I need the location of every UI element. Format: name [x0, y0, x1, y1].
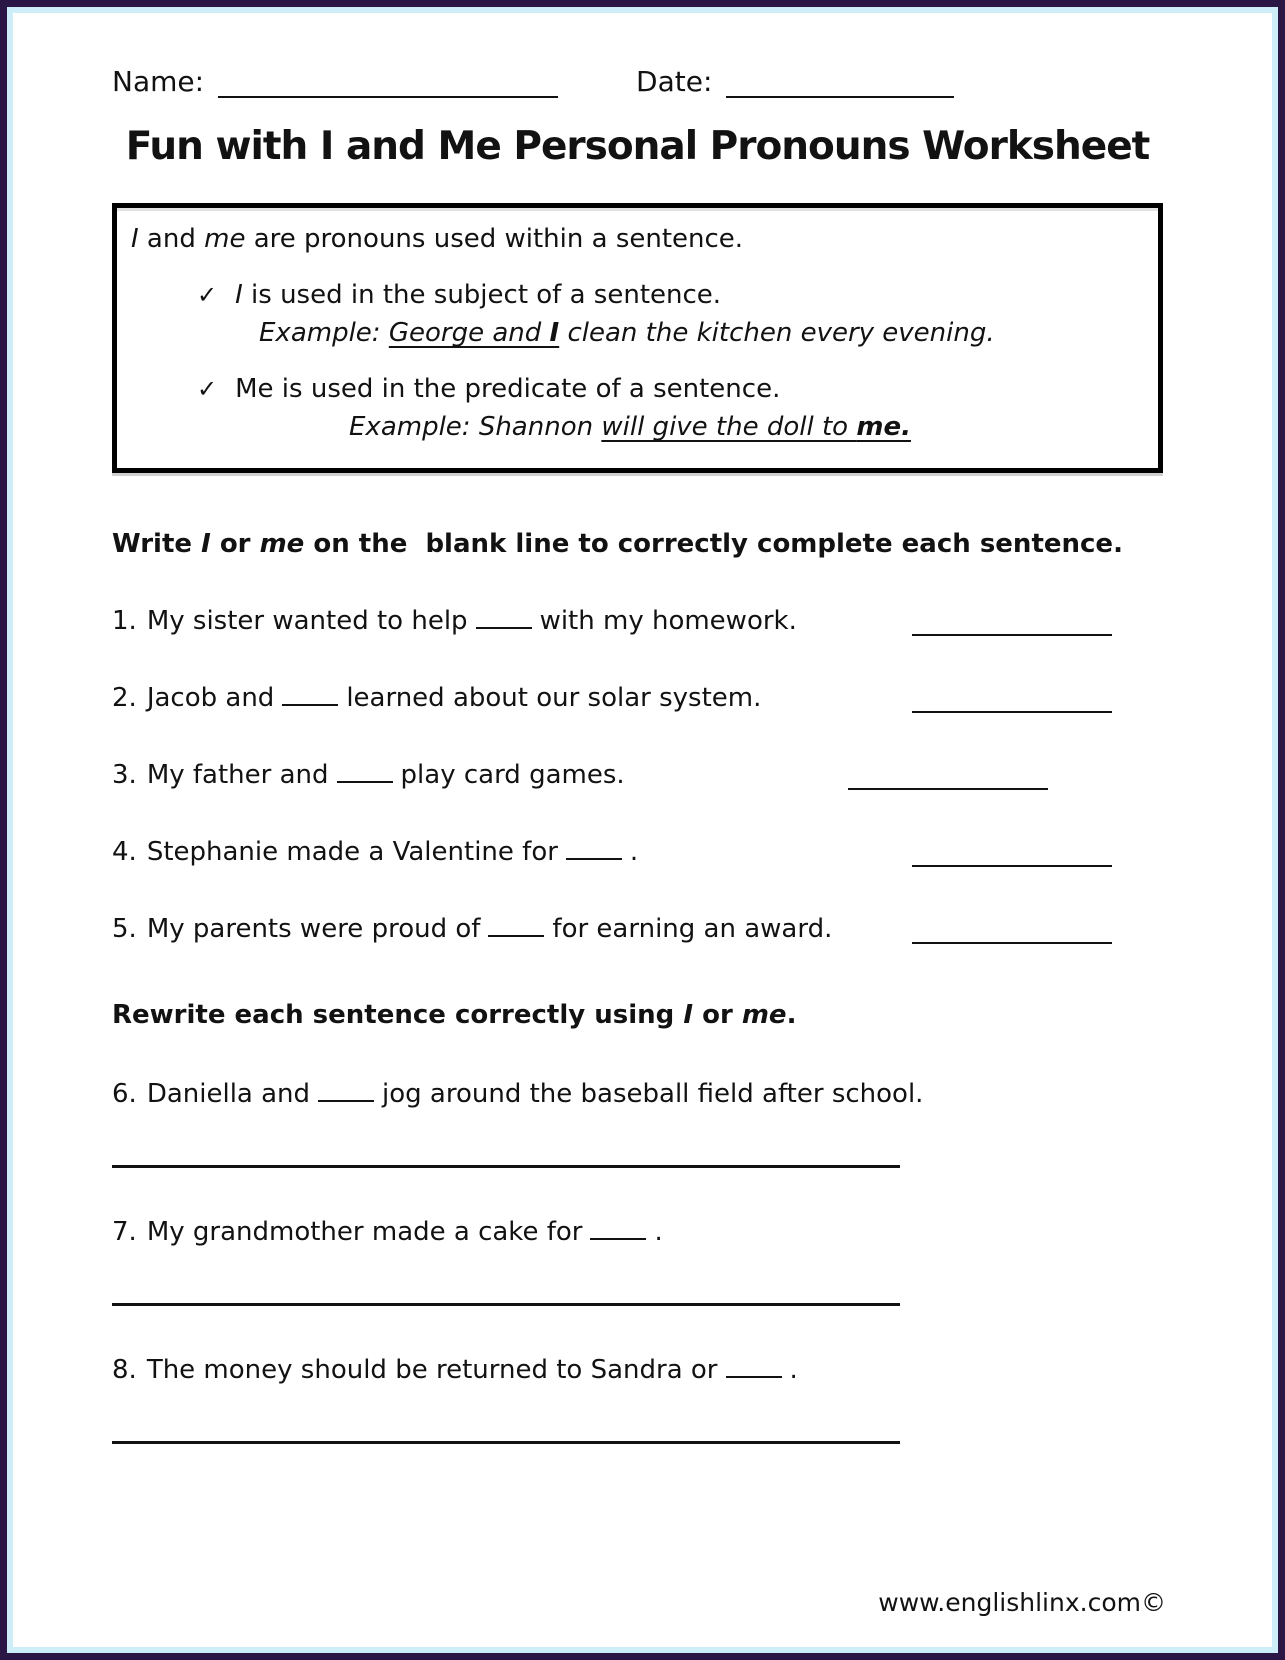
- answer-blank-line: [912, 918, 1112, 944]
- answer-blank-line: [912, 687, 1112, 713]
- rule-i-text: is used in the subject of a sentence.: [242, 280, 722, 310]
- question-number: 7.: [112, 1217, 137, 1247]
- inline-blank-line: [337, 757, 393, 783]
- checkmark-icon: ✓: [197, 281, 218, 309]
- name-label: Name:: [112, 65, 205, 98]
- sentence-pre: My parents were proud of: [146, 914, 481, 944]
- example-label: Example:: [259, 318, 389, 348]
- sentence-post: .: [654, 1217, 663, 1247]
- sentence-post: for earning an award.: [552, 914, 833, 944]
- question-sentence: [112, 603, 813, 636]
- example-plain: Shannon: [478, 412, 602, 442]
- rewrite-answer-line: [112, 1303, 900, 1306]
- example-underlined-bold: me.: [856, 412, 911, 442]
- question-row-6: [112, 1076, 1163, 1109]
- rule-i: [197, 280, 1140, 310]
- instruction-run-i: I: [201, 529, 211, 559]
- answer-blank-line: [848, 764, 1048, 790]
- example-underlined: will give the doll to: [601, 412, 857, 442]
- inline-blank-line: [318, 1076, 374, 1102]
- sentence-post: with my homework.: [539, 606, 797, 636]
- header-row: [112, 65, 1163, 98]
- inline-blank-line: [476, 603, 532, 629]
- date-field: [636, 65, 954, 98]
- sentence-pre: My grandmother made a cake for: [146, 1217, 583, 1247]
- instruction-run: on the blank line to correctly complete each sentence.: [304, 529, 1123, 559]
- instruction-run: or: [210, 529, 260, 559]
- question-number: 8.: [112, 1355, 137, 1385]
- inline-blank-line: [726, 1352, 782, 1378]
- name-blank-line: [218, 68, 558, 98]
- question-number: 3.: [112, 760, 137, 790]
- rewrite-answer-line: [112, 1441, 900, 1444]
- question-number: 1.: [112, 606, 137, 636]
- sentence-post: .: [629, 837, 639, 867]
- sentence-pre: My sister wanted to help: [146, 606, 468, 636]
- instruction-run: .: [786, 1000, 797, 1030]
- example-underlined: George and: [388, 318, 550, 348]
- sentence-pre: My father and: [146, 760, 329, 790]
- question-row-7: [112, 1214, 1163, 1247]
- rule-me-example: [349, 412, 1140, 442]
- page-title: Fun with I and Me Personal Pronouns Worksheet: [125, 124, 1150, 169]
- instruction-run-i: I: [683, 1000, 694, 1030]
- sentence-post: play card games.: [400, 760, 625, 790]
- instruction-run: Rewrite each sentence correctly using: [112, 1000, 684, 1030]
- sentence-post: .: [789, 1355, 798, 1385]
- date-blank-line: [726, 68, 954, 98]
- rule-me-text: is used in the predicate of a sentence.: [273, 374, 781, 404]
- question-sentence: [112, 757, 641, 790]
- sentence-pre: Jacob and: [146, 683, 275, 713]
- intro-run-me: me: [204, 224, 246, 254]
- inline-blank-line: [488, 911, 544, 937]
- question-row-2: [112, 680, 1112, 713]
- question-sentence: [112, 680, 777, 713]
- rules-intro: [131, 224, 1140, 254]
- example-underlined-bold: I: [549, 318, 560, 348]
- question-row-1: [112, 603, 1112, 636]
- question-number: 4.: [112, 837, 137, 867]
- sentence-pre: The money should be returned to Sandra or: [146, 1355, 718, 1385]
- question-number: 2.: [112, 683, 137, 713]
- example-rest: clean the kitchen every evening.: [559, 318, 995, 348]
- rewrite-answer-line: [112, 1165, 900, 1168]
- rule-me-pronoun: Me: [235, 374, 274, 404]
- sentence-pre: Daniella and: [146, 1079, 311, 1109]
- instruction-run-me: me: [741, 1000, 787, 1030]
- intro-run-i: I: [131, 224, 139, 254]
- instruction-run: or: [693, 1000, 742, 1030]
- question-sentence: [112, 911, 848, 944]
- rule-i-example: [259, 318, 1140, 348]
- sentence-pre: Stephanie made a Valentine for: [146, 837, 558, 867]
- date-label: Date:: [636, 65, 713, 98]
- intro-run: are pronouns used within a sentence.: [245, 224, 744, 254]
- question-row-5: [112, 911, 1112, 944]
- question-row-4: [112, 834, 1112, 867]
- sentence-post: learned about our solar system.: [346, 683, 762, 713]
- rule-i-pronoun: I: [235, 280, 243, 310]
- question-number: 5.: [112, 914, 137, 944]
- site-credit: www.englishlinx.com©: [878, 1588, 1166, 1617]
- question-sentence: [112, 834, 654, 867]
- rule-me: [197, 374, 1140, 404]
- inline-blank-line: [282, 680, 338, 706]
- sentence-post: jog around the baseball field after school.: [382, 1079, 924, 1109]
- instruction-run: Write: [112, 529, 202, 559]
- instruction-run-me: me: [259, 529, 305, 559]
- question-number: 6.: [112, 1079, 137, 1109]
- name-field: [112, 65, 558, 98]
- inline-blank-line: [566, 834, 622, 860]
- intro-run: and: [138, 224, 205, 254]
- question-row-3: [112, 757, 1112, 790]
- answer-blank-line: [912, 841, 1112, 867]
- example-label: Example:: [349, 412, 479, 442]
- rules-box: [112, 203, 1163, 473]
- fill-section-instruction: [112, 529, 1163, 559]
- rewrite-section-instruction: [112, 1000, 1163, 1030]
- inline-blank-line: [590, 1214, 646, 1240]
- answer-blank-line: [912, 610, 1112, 636]
- checkmark-icon: ✓: [197, 375, 218, 403]
- question-row-8: [112, 1352, 1163, 1385]
